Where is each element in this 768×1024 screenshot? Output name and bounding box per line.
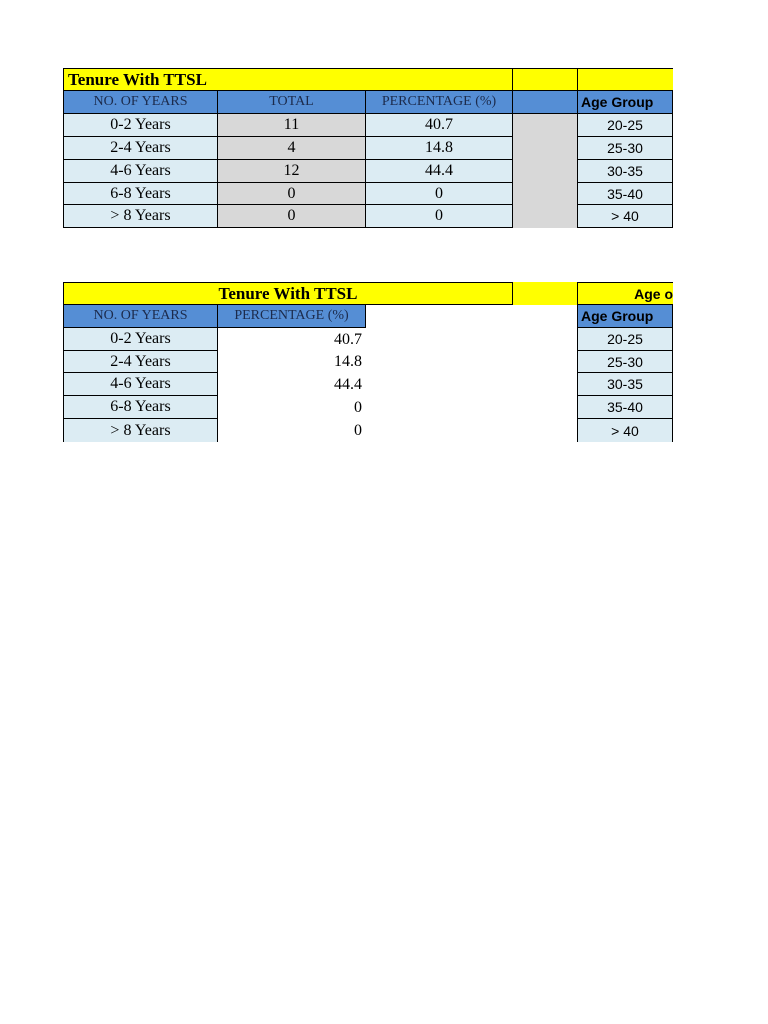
percentage-cell: 14.8 [218, 351, 366, 373]
age-group-cell: 35-40 [577, 183, 673, 205]
years-cell: 2-4 Years [63, 351, 218, 373]
age-group-header: Age Group [577, 305, 673, 328]
total-cell: 4 [218, 137, 366, 160]
percentage-cell: 0 [218, 396, 366, 419]
title-fill-cell [513, 282, 577, 305]
grey-fill-column [513, 114, 577, 228]
table-title: Tenure With TTSL [63, 282, 513, 305]
age-group-cell: 25-30 [577, 351, 673, 373]
percentage-cell: 44.4 [366, 160, 513, 183]
years-cell: 6-8 Years [63, 183, 218, 205]
age-title-cell [577, 68, 673, 91]
header-fill-cell [513, 91, 577, 114]
header-percentage: PERCENTAGE (%) [366, 91, 513, 114]
total-cell: 11 [218, 114, 366, 137]
percentage-cell: 14.8 [366, 137, 513, 160]
years-cell: 2-4 Years [63, 137, 218, 160]
total-cell: 0 [218, 205, 366, 228]
age-group-cell: > 40 [577, 205, 673, 228]
age-group-cell: 25-30 [577, 137, 673, 160]
percentage-cell: 0 [218, 419, 366, 442]
percentage-cell: 0 [366, 205, 513, 228]
header-no-of-years: NO. OF YEARS [63, 91, 218, 114]
years-cell: 0-2 Years [63, 114, 218, 137]
header-percentage: PERCENTAGE (%) [218, 305, 366, 328]
age-group-cell: 30-35 [577, 160, 673, 183]
years-cell: > 8 Years [63, 205, 218, 228]
years-cell: 0-2 Years [63, 328, 218, 351]
header-no-of-years: NO. OF YEARS [63, 305, 218, 328]
age-group-cell: 30-35 [577, 373, 673, 396]
age-group-cell: 35-40 [577, 396, 673, 419]
total-cell: 0 [218, 183, 366, 205]
total-cell: 12 [218, 160, 366, 183]
age-group-cell: 20-25 [577, 328, 673, 351]
years-cell: 6-8 Years [63, 396, 218, 419]
age-group-cell: 20-25 [577, 114, 673, 137]
header-total: TOTAL [218, 91, 366, 114]
years-cell: 4-6 Years [63, 160, 218, 183]
age-group-header: Age Group [577, 91, 673, 114]
age-group-cell: > 40 [577, 419, 673, 442]
age-title-partial: Age o [577, 282, 673, 305]
percentage-cell: 40.7 [366, 114, 513, 137]
percentage-cell: 0 [366, 183, 513, 205]
years-cell: > 8 Years [63, 419, 218, 442]
percentage-cell: 44.4 [218, 373, 366, 396]
title-fill-cell [513, 68, 577, 91]
years-cell: 4-6 Years [63, 373, 218, 396]
percentage-cell: 40.7 [218, 328, 366, 351]
table-title: Tenure With TTSL [63, 68, 513, 91]
